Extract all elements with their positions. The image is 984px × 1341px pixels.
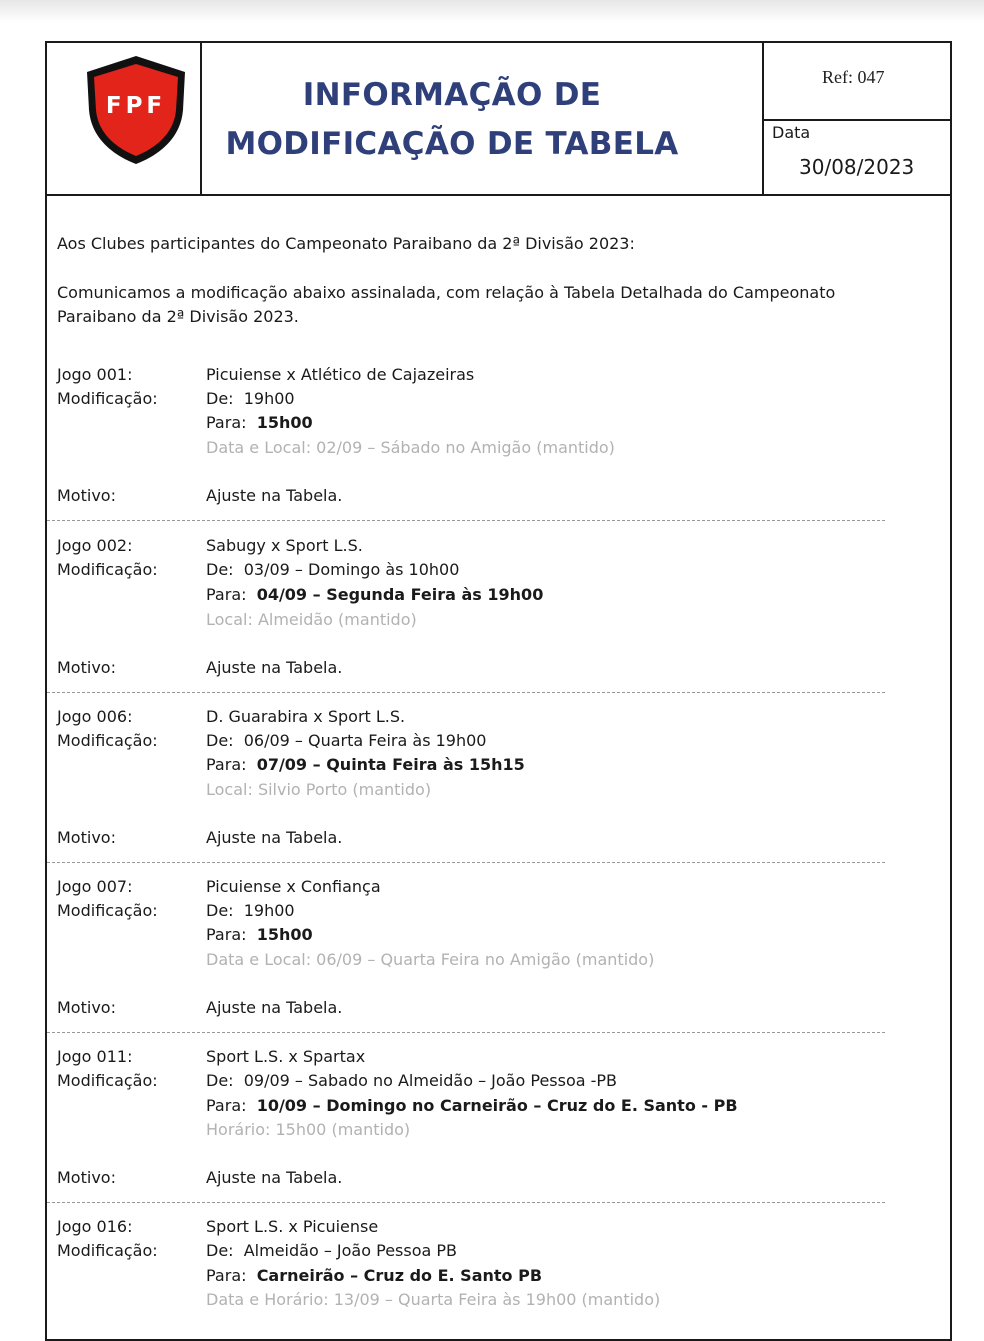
modification-label: Modificação:	[57, 1241, 158, 1260]
to-line	[206, 923, 313, 947]
game-label: Jogo 006:	[57, 707, 133, 726]
from-line	[206, 1069, 617, 1093]
reason-value: Ajuste na Tabela.	[206, 486, 343, 505]
separator	[47, 520, 885, 521]
match-teams: Picuiense x Confiança	[206, 877, 381, 896]
message-line-2: Paraibano da 2ª Divisão 2023.	[57, 307, 299, 326]
from-value: 19h00	[243, 389, 295, 408]
to-value: 15h00	[256, 413, 313, 432]
reason-label: Motivo:	[57, 658, 116, 677]
to-line	[206, 1264, 542, 1288]
modification-label: Modificação:	[57, 731, 158, 750]
reason-value: Ajuste na Tabela.	[206, 1168, 343, 1187]
from-value: Almeidão – João Pessoa PB	[243, 1241, 458, 1260]
game-label: Jogo 002:	[57, 536, 133, 555]
match-teams: D. Guarabira x Sport L.S.	[206, 707, 406, 726]
to-line	[206, 411, 313, 435]
reason-label: Motivo:	[57, 486, 116, 505]
to-value: 10/09 – Domingo no Carneirão – Cruz do E. Santo - PB	[256, 1096, 738, 1115]
game-label: Jogo 011:	[57, 1047, 133, 1066]
modification-label: Modificação:	[57, 560, 158, 579]
reason-label: Motivo:	[57, 998, 116, 1017]
kept-line	[206, 778, 431, 802]
kept-line	[206, 436, 615, 460]
game-label: Jogo 016:	[57, 1217, 133, 1236]
to-value: 07/09 – Quinta Feira às 15h15	[256, 755, 525, 774]
match-teams: Sport L.S. x Spartax	[206, 1047, 366, 1066]
from-prefix: De:	[206, 389, 234, 408]
modification-label: Modificação:	[57, 1071, 158, 1090]
to-line	[206, 1094, 738, 1118]
title-line-2: MODIFICAÇÃO DE TABELA	[225, 126, 679, 162]
kept-label: Local:	[206, 780, 253, 799]
match-teams: Sabugy x Sport L.S.	[206, 536, 363, 555]
date-value: 30/08/2023	[799, 155, 915, 179]
ref-cell	[764, 43, 950, 121]
viewer-top-bar	[0, 0, 984, 22]
to-value: Carneirão – Cruz do E. Santo PB	[256, 1266, 543, 1285]
from-line	[206, 729, 486, 753]
reason-value: Ajuste na Tabela.	[206, 828, 343, 847]
document-header	[47, 43, 950, 196]
to-value: 15h00	[256, 925, 313, 944]
from-value: 09/09 – Sabado no Almeidão – João Pessoa -PB	[243, 1071, 618, 1090]
from-line	[206, 387, 295, 411]
fpf-shield-logo	[84, 54, 188, 166]
logo-cell	[47, 43, 202, 194]
modification-label: Modificação:	[57, 389, 158, 408]
kept-label: Local:	[206, 610, 253, 629]
title-cell	[202, 43, 764, 194]
kept-label: Horário:	[206, 1120, 271, 1139]
from-prefix: De:	[206, 560, 234, 579]
kept-value: 06/09 – Quarta Feira no Amigão (mantido)	[316, 950, 655, 969]
to-line	[206, 583, 543, 607]
kept-label: Data e Horário:	[206, 1290, 329, 1309]
reference-number: Ref: 047	[822, 67, 885, 87]
match-teams: Sport L.S. x Picuiense	[206, 1217, 379, 1236]
game-label: Jogo 001:	[57, 365, 133, 384]
to-prefix: Para:	[206, 585, 247, 604]
date-label: Data	[772, 123, 811, 142]
kept-value: 15h00 (mantido)	[275, 1120, 411, 1139]
separator	[47, 862, 885, 863]
reason-value: Ajuste na Tabela.	[206, 658, 343, 677]
from-value: 19h00	[243, 901, 295, 920]
document-title	[202, 71, 702, 169]
date-cell	[764, 121, 950, 194]
to-prefix: Para:	[206, 925, 247, 944]
kept-line	[206, 608, 417, 632]
to-prefix: Para:	[206, 755, 247, 774]
kept-value: 02/09 – Sábado no Amigão (mantido)	[316, 438, 615, 457]
from-line	[206, 899, 295, 923]
kept-label: Data e Local:	[206, 438, 312, 457]
from-line	[206, 558, 459, 582]
kept-line	[206, 1118, 410, 1142]
to-prefix: Para:	[206, 1266, 247, 1285]
kept-line	[206, 1288, 660, 1312]
game-label: Jogo 007:	[57, 877, 133, 896]
kept-line	[206, 948, 654, 972]
separator	[47, 1032, 885, 1033]
document-page	[45, 41, 952, 1341]
match-teams: Picuiense x Atlético de Cajazeiras	[206, 365, 475, 384]
from-line	[206, 1239, 457, 1263]
from-prefix: De:	[206, 1241, 234, 1260]
message-line-1: Comunicamos a modificação abaixo assinalada, com relação à Tabela Detalhada do Campeonato	[57, 283, 836, 302]
from-prefix: De:	[206, 1071, 234, 1090]
to-value: 04/09 – Segunda Feira às 19h00	[256, 585, 544, 604]
title-line-1: INFORMAÇÃO DE	[302, 77, 602, 113]
from-value: 03/09 – Domingo às 10h00	[243, 560, 460, 579]
logo-text: FPF	[105, 93, 167, 119]
from-prefix: De:	[206, 901, 234, 920]
separator	[47, 692, 885, 693]
from-prefix: De:	[206, 731, 234, 750]
from-value: 06/09 – Quarta Feira às 19h00	[243, 731, 487, 750]
separator	[47, 1202, 885, 1203]
greeting: Aos Clubes participantes do Campeonato Paraibano da 2ª Divisão 2023:	[57, 234, 635, 253]
to-prefix: Para:	[206, 1096, 247, 1115]
reason-value: Ajuste na Tabela.	[206, 998, 343, 1017]
kept-value: Silvio Porto (mantido)	[257, 780, 432, 799]
kept-label: Data e Local:	[206, 950, 312, 969]
modification-label: Modificação:	[57, 901, 158, 920]
reason-label: Motivo:	[57, 828, 116, 847]
reason-label: Motivo:	[57, 1168, 116, 1187]
kept-value: 13/09 – Quarta Feira às 19h00 (mantido)	[333, 1290, 661, 1309]
to-line	[206, 753, 525, 777]
kept-value: Almeidão (mantido)	[257, 610, 417, 629]
to-prefix: Para:	[206, 413, 247, 432]
